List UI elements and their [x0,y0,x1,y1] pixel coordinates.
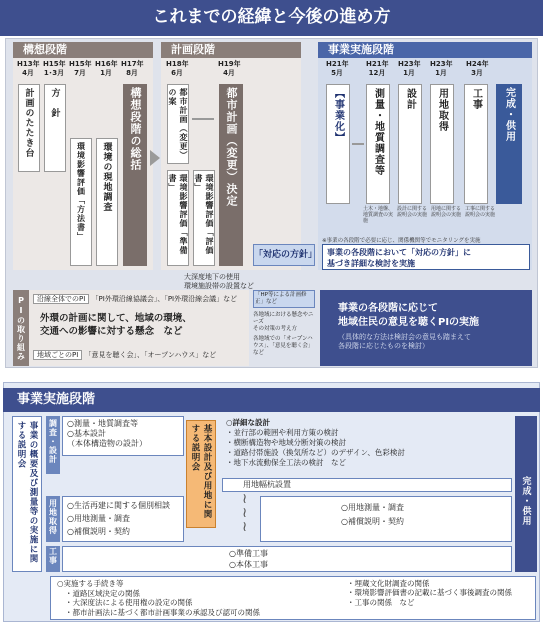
pi-right-sub: （具体的な方法は検討会の意見も踏まえて 各段階に応じたものを検討） [338,333,471,350]
keikaku-header: 計画段階 [161,42,301,58]
pi-label: PIの取り組み [13,290,29,366]
mid-l3: 各地域での「オープンハウス」、「意見を聴く会」など [253,336,314,356]
box-kansei: 完成・供用 [496,84,522,204]
box-tatakidai: 計画のたたき台 [18,84,40,172]
jigyou-subnote: ※事業の各段階で必要に応じ、関係機関等でモニタリングを実施 [322,238,481,244]
tetsuzuki-box [50,576,536,620]
date: H16年 1月 [95,60,118,77]
tetsuzuki-item: ・埋蔵文化財調査の関係 [347,578,430,588]
row-label-chousa: 調査・設計 [46,416,60,474]
jigyou-notes [363,206,523,224]
arrow-icon [352,143,364,145]
bottom-left-label: 事業の概要及び測量等の実施に関する説明会 [12,416,42,572]
detail-item: ・道路付帯施設（換気所など）のデザイン、色彩検討 [226,448,405,457]
pi-line1 [33,294,237,304]
box-kouji: 工事 [464,84,488,204]
tetsuzuki-item: ・都市計画法に基づく都市計画事業の承認及び認可の関係 [65,607,260,617]
tetsuzuki-title: ○実施する手続き等 [57,579,124,588]
bottom-right-label: 完成・供用 [515,416,537,572]
row2-right-item: ○用地測量・調査 [341,503,404,512]
arrow-icon [150,150,160,166]
tetsuzuki-item: ・大深度法による使用権の設定の関係 [65,598,193,607]
date: H23年 1月 [398,60,421,77]
tetsuzuki-right [347,579,512,618]
center-label: 基本設計及び用地に関する説明会 [186,420,216,528]
taiou-detail: 事業の各段階において「対応の方針」に 基づき詳細な検討を実施 [322,244,530,270]
bottom-header: 事業実施段階 [3,388,540,412]
date: H18年 6月 [166,60,189,77]
row1-box [62,416,184,456]
box-junbisho: 環境影響評価「準備書」 [167,170,189,266]
box-an: 都市計画（変更）の案 [167,84,189,164]
detail-box [222,416,512,474]
row2-item: ○用地測量・調査 [67,514,130,523]
date: H13年 4月 [17,60,40,77]
mid-l2: その対策の考え方 [253,326,298,332]
tetsuzuki-item: ・工事の関係 など [347,597,415,607]
date: H17年 8月 [121,60,144,77]
row1-item: ○測量・地質調査等 [67,419,138,428]
row3-item: ○準備工事 [229,549,268,558]
row2-right-item: ○補償説明・契約 [341,517,404,526]
tetsuzuki-left [57,589,347,618]
pi-line2-label: 地域ごとのPI [33,350,82,360]
pi-right-panel [320,290,532,366]
title-banner [0,0,543,36]
yochi-box: 用地幅杭設置 [222,478,512,492]
pi-main: 外環の計画に関して、地域の環境、 交通への影響に対する懸念 など [40,313,192,337]
date: H19年 4月 [218,60,241,77]
pi-line1-label: 沿線全体でのPI [33,294,89,304]
box-hyoukasho: 環境影響評価「評価書」 [193,170,215,266]
row3-box [62,546,512,572]
date: H21年 12月 [366,60,389,77]
row-label-youchi: 用地取得 [46,496,60,542]
row2-item: ○生活再建に関する個別相談 [67,501,170,510]
detail-item: ・地下水流動保全工法の検討 など [226,458,346,467]
row-label-kouji: 工事 [46,546,60,572]
box-genchi: 環境の現地調査 [96,138,118,266]
box-soukatsu: 構想段階の総括 [123,84,147,266]
wave-break-icon: ≀ ≀ ≀ [242,491,248,535]
box-sokuryou: 測量・地質調査等 [366,84,390,204]
mid-l1: 各地域における懸念やニーズ [253,312,314,325]
detail-item: ・横断構造物や地域分断対策の検討 [226,438,346,447]
taiou-houshin-box: 「対応の方針」 [253,244,315,266]
date: H24年 3月 [466,60,489,77]
kousou-note: 大深度地下の使用 環境施設帯の設置など [184,273,254,290]
tetsuzuki-item: ・環境影響評価書の記載に基づく事後調査の関係 [347,588,512,597]
detail-title: ○詳細な設計 [226,418,271,427]
pi-line2-detail: 「意見を聴く会」、「オープンハウス」など [84,351,217,359]
note: 設計に関する説明会の実施 [397,206,428,218]
box-jigyouka: 【事業化】 [326,84,350,204]
row2-box [62,496,184,542]
row2-item: ○補償説明・契約 [67,527,130,536]
detail-item: ・並行部の範囲や利用方策の検討 [226,428,339,437]
row3-item: ○本体工事 [229,560,268,569]
page-title: これまでの経緯と今後の進め方 [152,7,391,27]
pi-line2 [33,350,216,360]
box-sekkei: 設計 [398,84,422,204]
tetsuzuki-item: ・道路区域決定の関係 [65,588,140,598]
pi-line1-detail: 「PI外環沿線協議会」、「PI外環沿線会議」など [91,295,238,303]
box-kettei: 都市計画（変更）決定 [219,84,243,266]
date: H21年 5月 [326,60,349,77]
date: H15年 1･3月 [43,60,66,77]
arrow-icon [192,118,214,120]
box-youchi: 用地取得 [430,84,454,204]
jigyou-header: 事業実施段階 [318,42,532,58]
box-houhousho: 環境影響評価「方法書」 [70,138,92,266]
row2-right-box [260,496,512,542]
kousou-header: 構想段階 [13,42,153,58]
box-houshin: 方 針 [44,84,66,172]
date: H23年 1月 [430,60,453,77]
note: 工事に関する説明会の実施 [465,206,496,218]
pi-right-main: 事業の各段階に応じて 地域住民の意見を聴くPIの実施 [338,303,480,328]
row1-item: ○基本設計 （本体構造物の設計） [67,429,147,448]
mid-top: 「HP等による計画修正」など [253,290,315,308]
mid-box [253,290,315,366]
note: 用地に関する説明会の実施 [431,206,462,218]
date: H15年 7月 [69,60,92,77]
note: 土木・地盤、地質調査の実施 [363,206,394,224]
